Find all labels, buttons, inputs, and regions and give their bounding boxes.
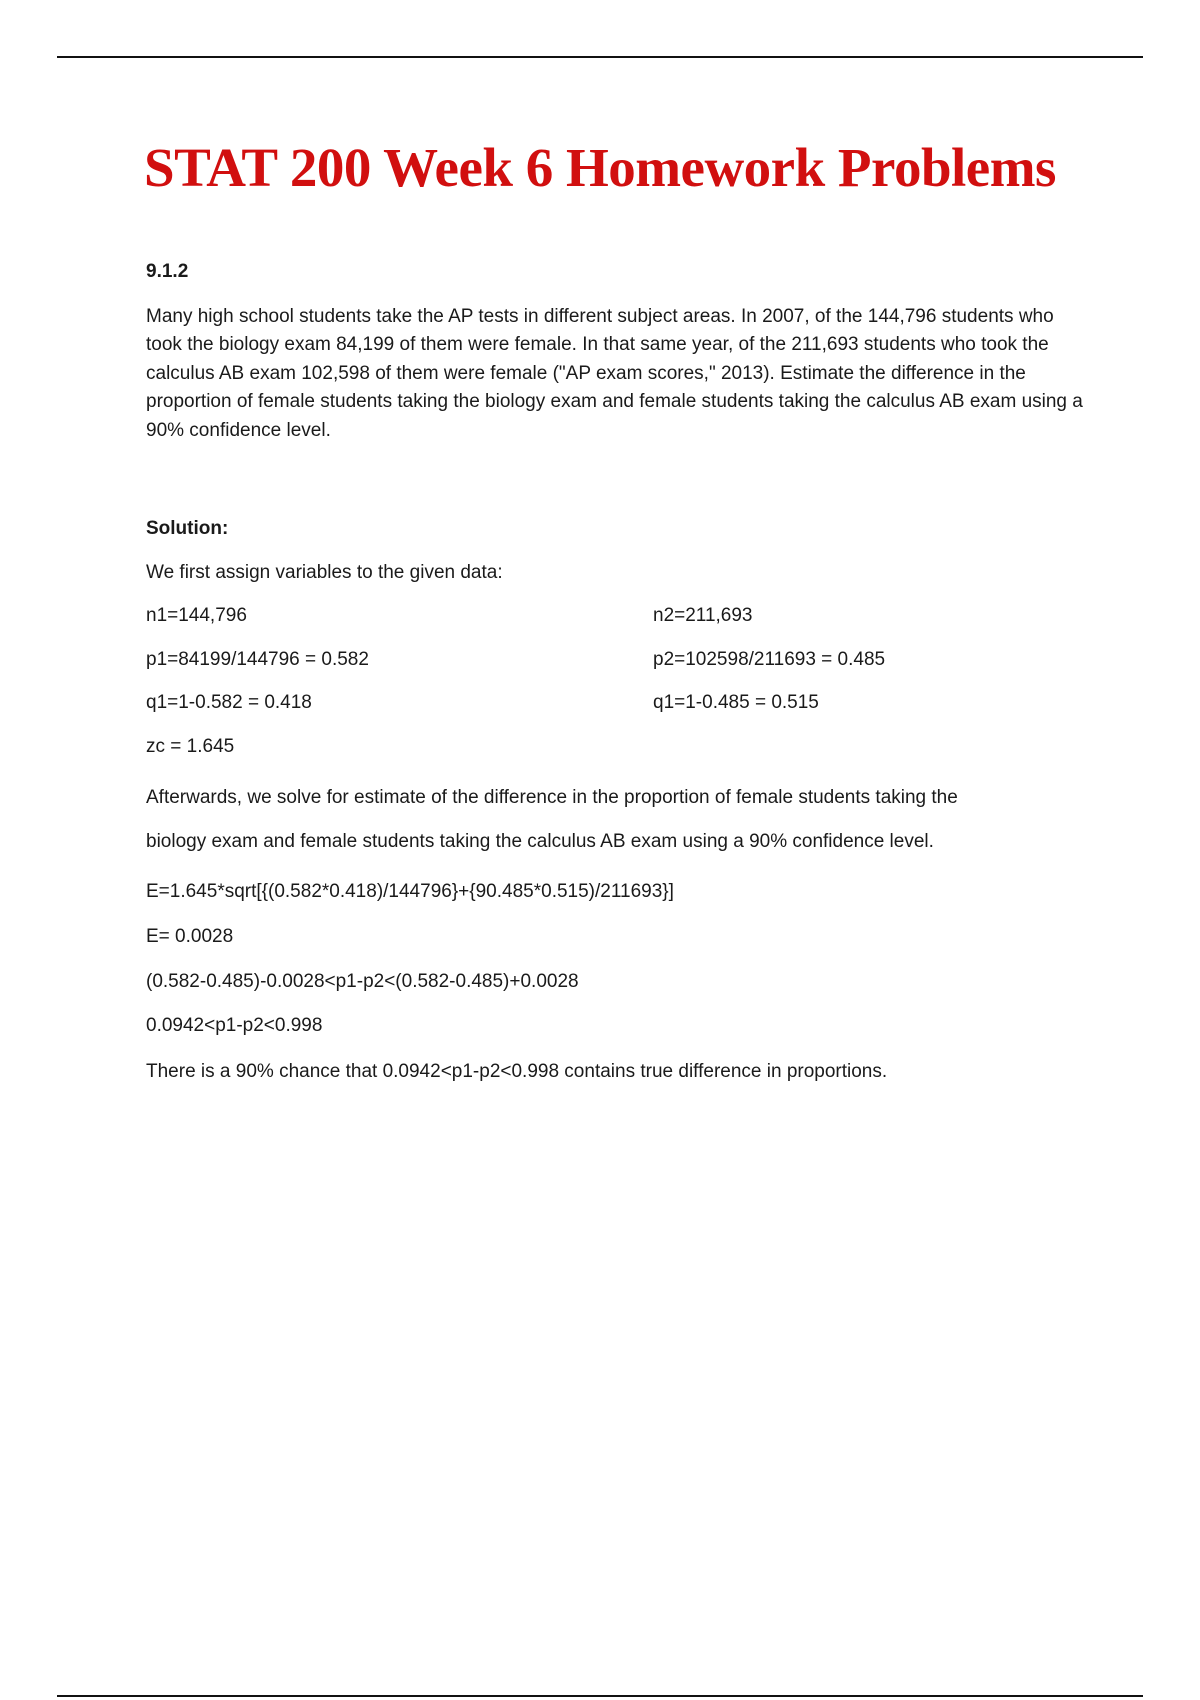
variable-left: p1=84199/144796 = 0.582 <box>146 648 369 670</box>
problem-text: Many high school students take the AP tests in different subject areas. In 2007, of the 144,796 students who took the biology exam 84,199 of them were female. In that same year, of the 211,693 students who took the calculus AB exam 102,598 of them were female ("AP exam scores," 2013). Estimate the difference in the proportion of female students taking the biology exam and female students taking the calculus AB exam using a 90% confidence level. <box>146 305 1083 441</box>
page-title: STAT 200 Week 6 Homework Problems <box>144 137 1056 198</box>
top-rule <box>57 56 1143 58</box>
variable-row <box>146 602 1086 630</box>
variable-right: p2=102598/211693 = 0.485 <box>653 648 886 670</box>
explanation-line-1: Afterwards, we solve for estimate of the difference in the proportion of female students taking the <box>146 786 958 808</box>
variable-left: n1=144,796 <box>146 604 247 626</box>
document-body <box>146 258 1086 1086</box>
margin-of-error-formula: E=1.645*sqrt[{(0.582*0.418)/144796}+{90.485*0.515)/211693}] <box>146 880 674 902</box>
interval-result: 0.0942<p1-p2<0.998 <box>146 1014 323 1036</box>
bottom-rule <box>57 1695 1143 1697</box>
problem-number: 9.1.2 <box>146 261 189 282</box>
conclusion: There is a 90% chance that 0.0942<p1-p2<0.998 contains true difference in proportions. <box>146 1060 888 1082</box>
critical-value: zc = 1.645 <box>146 735 235 757</box>
variable-right: n2=211,693 <box>653 604 753 626</box>
explanation-line-2: biology exam and female students taking the calculus AB exam using a 90% confidence level. <box>146 830 934 852</box>
interval-expression: (0.582-0.485)-0.0028<p1-p2<(0.582-0.485)+0.0028 <box>146 970 579 992</box>
variable-row <box>146 646 1086 674</box>
variable-left: q1=1-0.582 = 0.418 <box>146 691 312 713</box>
variable-right: q1=1-0.485 = 0.515 <box>653 691 819 713</box>
solution-intro: We first assign variables to the given data: <box>146 561 503 583</box>
margin-of-error-value: E= 0.0028 <box>146 925 234 947</box>
variable-row <box>146 689 1086 717</box>
solution-label: Solution: <box>146 518 229 539</box>
